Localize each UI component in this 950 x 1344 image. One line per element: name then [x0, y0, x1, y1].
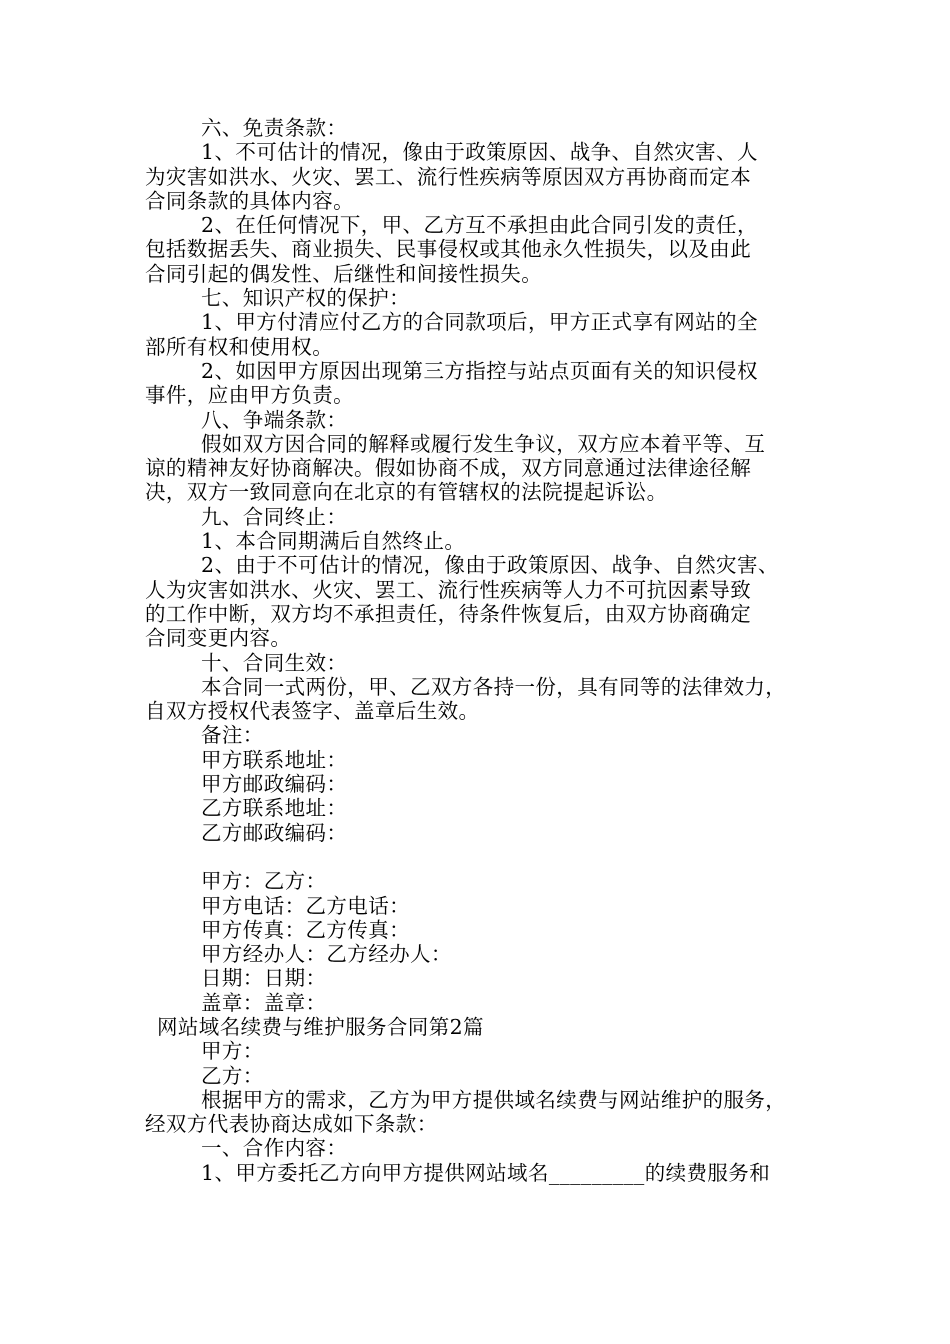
document-page — [145, 116, 815, 1185]
document-line: 乙方邮政编码： — [201, 820, 348, 845]
document-line: 决，双方一致同意向在北京的有管辖权的法院提起诉讼。 — [145, 480, 668, 505]
document-line: 七、知识产权的保护： — [201, 286, 410, 311]
document-line: 本合同一式两份，甲、乙双方各持一份，具有同等的法律效力， — [201, 674, 787, 699]
document-line: 甲方：乙方： — [201, 869, 327, 894]
document-line: 2、如因甲方原因出现第三方指控与站点页面有关的知识侵权 — [201, 358, 758, 383]
document-line: 1、本合同期满后自然终止。 — [201, 529, 466, 554]
document-line: 人为灾害如洪水、火灾、罢工、流行性疾病等人力不可抗因素导致 — [145, 577, 752, 602]
document-line: 日期：日期： — [201, 966, 327, 991]
document-line: 八、争端条款： — [201, 407, 348, 432]
document-line: 乙方： — [201, 1063, 264, 1088]
section-title: 网站域名续费与维护服务合同第2篇 — [157, 1014, 484, 1039]
document-line: 乙方联系地址： — [201, 796, 348, 821]
document-line: 合同引起的偶发性、后继性和间接性损失。 — [145, 261, 543, 286]
document-line: 十、合同生效： — [201, 650, 348, 675]
document-line: 2、由于不可估计的情况，像由于政策原因、战争、自然灾害、 — [201, 553, 779, 578]
document-line-last — [145, 1161, 815, 1185]
document-line: 甲方电话：乙方电话： — [201, 893, 410, 918]
document-line: 甲方传真：乙方传真： — [201, 917, 410, 942]
document-line: 备注： — [201, 723, 264, 748]
line-text-after-blank: 的续费服务和 — [644, 1160, 771, 1185]
document-line: 的工作中断，双方均不承担责任，待条件恢复后，由双方协商确定 — [145, 601, 752, 626]
document-line: 六、免责条款： — [201, 116, 348, 140]
document-line: 根据甲方的需求，乙方为甲方提供域名续费与网站维护的服务， — [201, 1087, 787, 1112]
document-body — [145, 116, 815, 1161]
line-text-before-blank: 1、甲方委托乙方向甲方提供网站域名 — [201, 1160, 549, 1185]
document-line: 部所有权和使用权。 — [145, 334, 334, 359]
document-line: 假如双方因合同的解释或履行发生争议，双方应本着平等、互 — [201, 431, 766, 456]
document-line: 甲方经办人：乙方经办人： — [201, 942, 452, 967]
document-line: 谅的精神友好协商解决。假如协商不成，双方同意通过法律途径解 — [145, 456, 752, 481]
document-line: 甲方联系地址： — [201, 747, 348, 772]
document-line: 合同变更内容。 — [145, 626, 292, 651]
document-line: 包括数据丢失、商业损失、民事侵权或其他永久性损失，以及由此 — [145, 237, 752, 262]
blank-line — [145, 845, 815, 869]
document-line: 1、不可估计的情况，像由于政策原因、战争、自然灾害、人 — [201, 140, 758, 165]
document-line: 自双方授权代表签字、盖章后生效。 — [145, 699, 480, 724]
document-line: 合同条款的具体内容。 — [145, 188, 354, 213]
document-line: 盖章：盖章： — [201, 990, 327, 1015]
document-line: 经双方代表协商达成如下条款： — [145, 1112, 438, 1137]
domain-name-blank: _________ — [548, 1160, 645, 1185]
document-line: 甲方邮政编码： — [201, 772, 348, 797]
document-line: 2、在任何情况下，甲、乙方互不承担由此合同引发的责任， — [201, 213, 758, 238]
document-line: 九、合同终止： — [201, 504, 348, 529]
document-line: 一、合作内容： — [201, 1136, 348, 1161]
document-line: 1、甲方付清应付乙方的合同款项后，甲方正式享有网站的全 — [201, 310, 758, 335]
document-line: 甲方： — [201, 1039, 264, 1064]
document-line: 事件，应由甲方负责。 — [145, 383, 354, 408]
document-line: 为灾害如洪水、火灾、罢工、流行性疾病等原因双方再协商而定本 — [145, 164, 752, 189]
